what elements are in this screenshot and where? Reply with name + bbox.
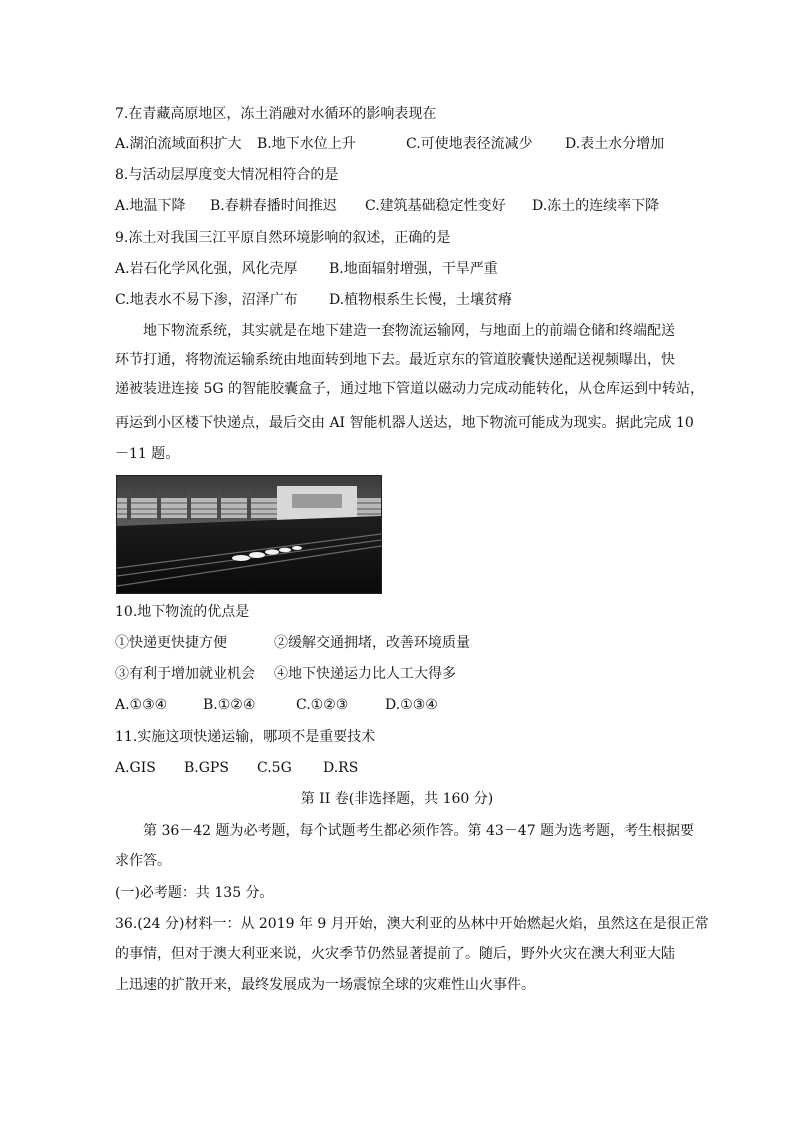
q10-option-a: A.①③④ <box>115 697 168 713</box>
q11-option-b: B.GPS <box>184 760 229 776</box>
q8-options <box>115 196 659 216</box>
q11-option-d: D.RS <box>323 760 359 776</box>
section-2-intro-line-1: 第 36－42 题为必考题，每个试题考生都必须作答。第 43－47 题为选考题，考生根据要 <box>143 823 695 839</box>
q11-stem: 11.实施这项快递运输，哪项不是重要技术 <box>115 729 376 745</box>
q8-option-d: D.冻土的连续率下降 <box>532 198 660 214</box>
q10-options <box>115 695 438 715</box>
q11-option-a: A.GIS <box>115 760 156 776</box>
q8-option-a: A.地温下降 <box>115 198 186 214</box>
q7-option-c: C.可使地表径流减少 <box>406 136 533 152</box>
q36-line-3: 上迅速的扩散开来，最终发展成为一场震惊全球的灾难性山火事件。 <box>115 977 535 993</box>
q9-options-row2 <box>115 290 512 310</box>
q7-option-d: D.表土水分增加 <box>565 136 665 152</box>
q11-option-c: C.5G <box>257 760 292 776</box>
section-2-intro-line-2: 求作答。 <box>115 853 171 869</box>
q9-options-row1 <box>115 259 498 279</box>
q10-items-row1 <box>115 633 470 653</box>
q10-item-1: ①快递更快捷方便 <box>115 635 227 651</box>
underground-logistics-photo <box>116 475 382 594</box>
q10-items-row2 <box>115 664 456 684</box>
q9-option-c: C.地表水不易下渗，沼泽广布 <box>115 292 298 308</box>
q8-stem: 8.与活动层厚度变大情况相符合的是 <box>115 167 339 183</box>
q36-line-1: 36.(24 分)材料一：从 2019 年 9 月开始，澳大利亚的丛林中开始燃起火焰，虽然这在是很正常 <box>115 916 709 932</box>
q7-stem: 7.在青藏高原地区，冻土消融对水循环的影响表现在 <box>115 106 437 122</box>
q7-option-b: B.地下水位上升 <box>257 136 356 152</box>
section-2-title: 第 II 卷(非选择题，共 160 分) <box>300 791 494 807</box>
q10-item-3: ③有利于增加就业机会 <box>115 666 255 682</box>
q10-option-c: C.①②③ <box>296 697 349 713</box>
q8-option-c: C.建筑基础稳定性变好 <box>365 198 506 214</box>
passage-line-3: 递被装进连接 5G 的智能胶囊盒子，通过地下管道以磁动力完成动能转化，从仓库运到中转站， <box>115 381 704 397</box>
passage-line-5: －11 题。 <box>115 446 180 462</box>
q10-stem: 10.地下物流的优点是 <box>115 604 250 620</box>
required-section-label: (一)必考题：共 135 分。 <box>115 885 274 901</box>
q10-option-d: D.①③④ <box>385 697 438 713</box>
q9-option-d: D.植物根系生长慢，土壤贫瘠 <box>329 292 513 308</box>
q10-item-4: ④地下快递运力比人工大得多 <box>274 666 456 682</box>
passage-line-1: 地下物流系统，其实就是在地下建造一套物流运输网，与地面上的前端仓储和终端配送 <box>143 323 675 339</box>
passage-line-4: 再运到小区楼下快递点，最后交由 AI 智能机器人送达，地下物流可能成为现实。据此完成 10 <box>115 415 694 431</box>
q10-option-b: B.①②④ <box>203 697 256 713</box>
q8-option-b: B.春耕春播时间推迟 <box>210 198 337 214</box>
q9-option-b: B.地面辐射增强，干旱严重 <box>329 261 498 277</box>
q11-options <box>115 758 358 778</box>
q7-option-a: A.湖泊流域面积扩大 <box>115 136 242 152</box>
q10-item-2: ②缓解交通拥堵，改善环境质量 <box>274 635 470 651</box>
passage-line-2: 环节打通，将物流运输系统由地面转到地下去。最近京东的管道胶囊快递配送视频曝出，快 <box>115 352 675 368</box>
q9-option-a: A.岩石化学风化强，风化壳厚 <box>115 261 298 277</box>
q7-options <box>115 134 664 154</box>
q9-stem: 9.冻土对我国三江平原自然环境影响的叙述，正确的是 <box>115 230 451 246</box>
q36-line-2: 的事情，但对于澳大利亚来说，火灾季节仍然显著提前了。随后，野外火灾在澳大利亚大陆 <box>115 946 675 962</box>
